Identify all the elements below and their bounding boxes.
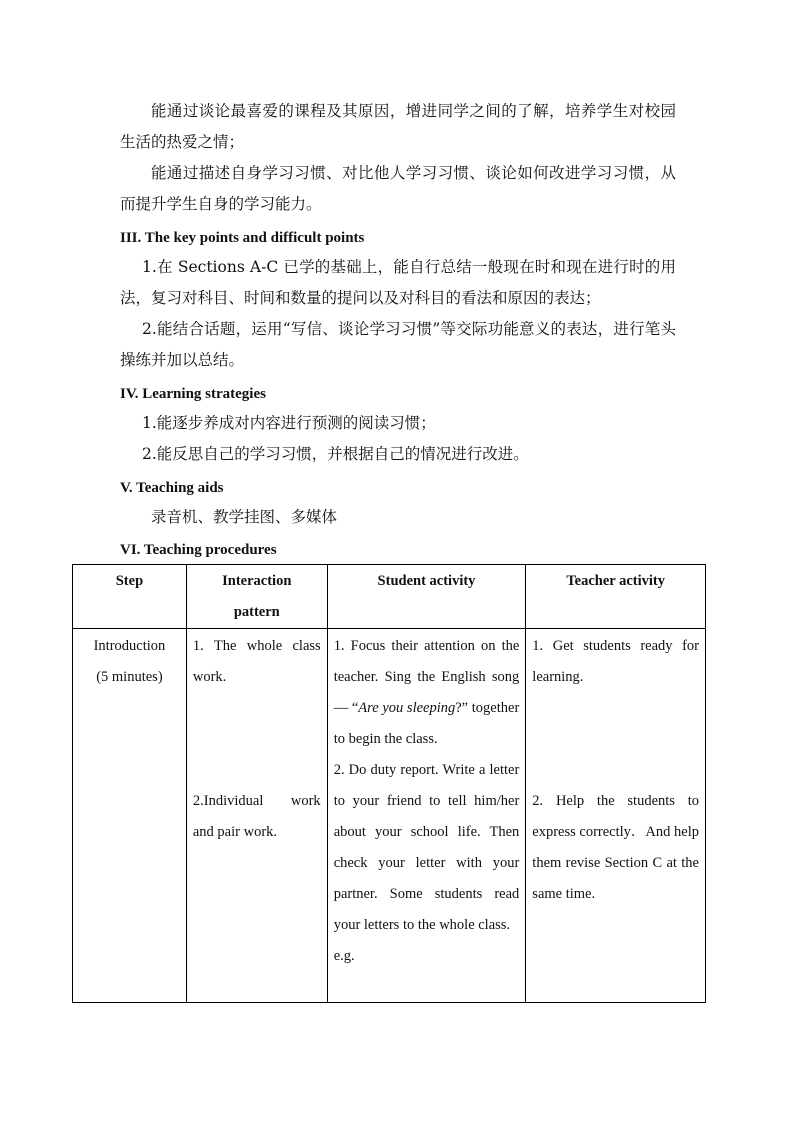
header-teacher-activity [526, 565, 706, 629]
header-interaction-pattern [186, 565, 327, 629]
step-label: Introduction (5 minutes) [93, 638, 166, 685]
spacer [187, 693, 327, 755]
song-title: Are you sleeping [358, 700, 456, 716]
header-student-activity [327, 565, 526, 629]
interaction-item-1: 1. The whole class work. [192, 638, 321, 685]
header-student-label: Student activity [377, 573, 476, 589]
teacher-activity-2: 2. Help the students to express correctly．And help them revise Section C at the same time. [532, 793, 699, 902]
objective-paragraph-1: 能通过谈论最喜爱的课程及其原因，增进同学之间的了解，培养学生对校园生活的热爱之情； [120, 102, 676, 151]
spacer [187, 755, 327, 786]
section-heading-teaching-procedures: VI. Teaching procedures [120, 542, 277, 558]
spacer [526, 693, 705, 755]
cell-step [73, 629, 187, 1003]
student-activity-eg: e.g. [333, 948, 355, 964]
spacer [526, 755, 705, 786]
cell-interaction [186, 629, 327, 1003]
section-heading-teaching-aids: V. Teaching aids [120, 480, 224, 496]
procedures-table [72, 564, 706, 1003]
student-activity-1-text: 1. Focus their attention on the teacher. Sing the English song— “ [333, 638, 520, 716]
section-heading-learning-strategies: IV. Learning strategies [120, 386, 266, 402]
table-header-row [73, 565, 706, 629]
strategy-item-2: 2.能反思自己的学习习惯，并根据自己的情况进行改进。 [142, 445, 529, 463]
interaction-item-2: 2.Individual work and pair work. [192, 793, 321, 840]
header-teacher-label: Teacher activity [566, 573, 665, 589]
strategy-item-1: 1.能逐步养成对内容进行预测的阅读习惯； [142, 414, 436, 432]
student-activity-2: 2. Do duty report. Write a letter to your friend to tell him/her about your school life. Then check your letter with your partner. Some students read your letters to the whole class. [333, 762, 520, 933]
section-heading-key-points: III. The key points and difficult points [120, 230, 365, 246]
cell-teacher-activity [526, 629, 706, 1003]
table-row [73, 629, 706, 1003]
student-activity-1-end: ?” together to begin the class. [333, 700, 520, 747]
key-point-item-1: 1.在 Sections A-C 已学的基础上，能自行总结一般现在时和现在进行时的用法，复习对科目、时间和数量的提问以及对科目的看法和原因的表达； [120, 258, 676, 307]
teaching-aids-text: 录音机、教学挂图、多媒体 [151, 508, 338, 526]
objective-paragraph-2: 能通过描述自身学习习惯、对比他人学习习惯、谈论如何改进学习习惯，从而提升学生自身的学习能力。 [120, 164, 676, 213]
header-step [73, 565, 187, 629]
key-point-item-2: 2.能结合话题，运用“写信、谈论学习习惯”等交际功能意义的表达，进行笔头操练并加以总结。 [120, 320, 676, 369]
student-activity-1 [328, 629, 526, 755]
teacher-activity-1: 1. Get students ready for learning. [532, 638, 699, 685]
cell-student-activity [327, 629, 526, 1003]
header-interaction-label: Interaction pattern [222, 573, 292, 620]
header-step-label: Step [115, 573, 144, 589]
